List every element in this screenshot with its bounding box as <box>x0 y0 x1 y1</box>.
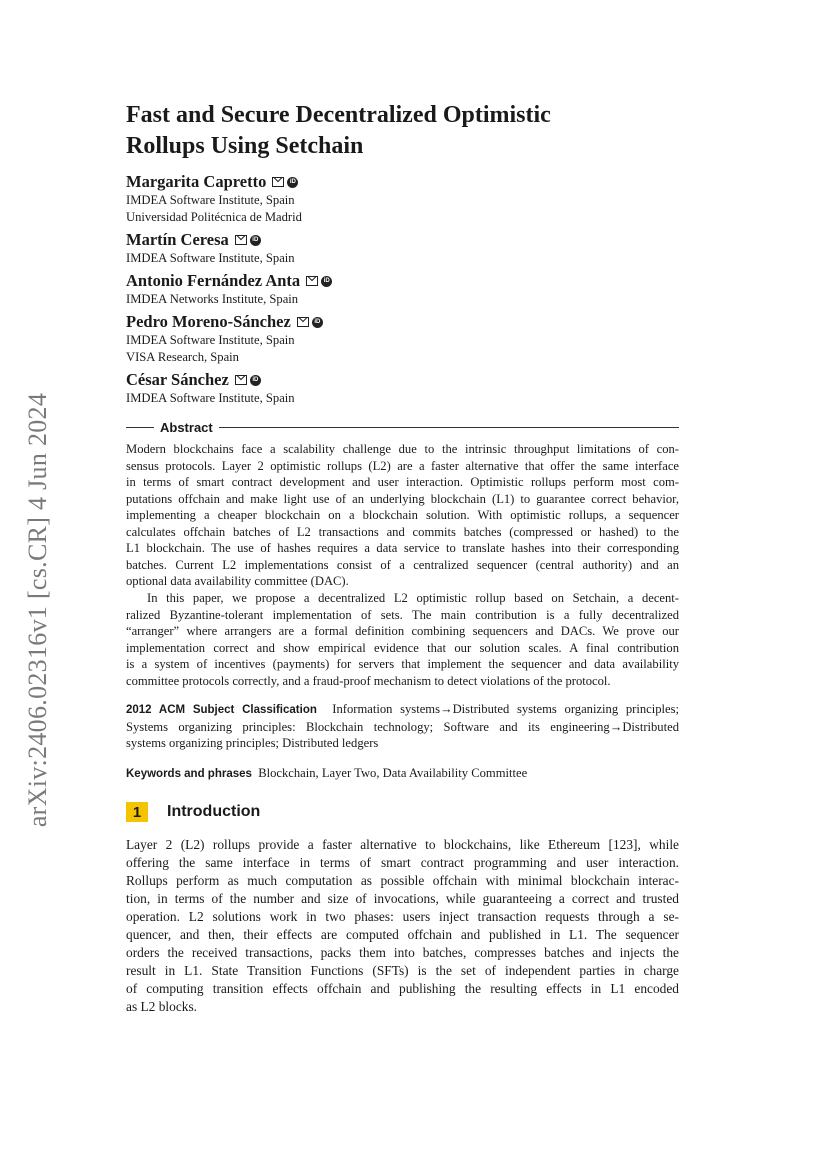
email-icon[interactable] <box>272 177 284 187</box>
abstract-line: sensus protocols. Layer 2 optimistic rollups (L2) are a faster alternative that offer the same interface <box>126 458 679 473</box>
abstract-line: ralized Byzantine-tolerant implementation of sets. The main contribution is a fully decentralized <box>126 607 679 622</box>
abstract-line: is a system of incentives (payments) for servers that implement the sequencer and data availability <box>126 657 679 671</box>
author-name: César Sánchez <box>126 370 229 389</box>
author-block <box>126 312 323 365</box>
orcid-icon[interactable]: iD <box>250 375 261 386</box>
abstract-line: calculates offchain batches of L2 transactions and commits batches (compressed or hashed) to the <box>126 524 679 539</box>
affiliation: IMDEA Software Institute, Spain <box>126 333 295 347</box>
author-block <box>126 271 332 308</box>
title-line: Fast and Secure Decentralized Optimistic <box>126 102 551 128</box>
acm-classification <box>126 701 679 752</box>
abstract-line: In this paper, we propose a decentralized L2 optimistic rollup based on Setchain, a decent- <box>147 591 679 605</box>
orcid-icon[interactable]: iD <box>312 317 323 328</box>
section-number: 1 <box>126 802 148 822</box>
introduction-paragraph <box>126 836 679 1016</box>
divider <box>126 427 154 428</box>
affiliation: Universidad Politécnica de Madrid <box>126 209 302 224</box>
title-line: Rollups Using Setchain <box>126 133 364 159</box>
orcid-icon[interactable]: iD <box>321 276 332 287</box>
email-icon[interactable] <box>235 235 247 245</box>
affiliation: IMDEA Software Institute, Spain <box>126 391 295 405</box>
body-line: of computing transition effects offchain and publishing the resulting effects in L1 encoded <box>126 981 679 996</box>
author-name: Antonio Fernández Anta <box>126 271 301 290</box>
body-line: offering the same interface in terms of smart contract programming and user interaction. <box>126 855 679 870</box>
body-line: operation. L2 solutions work in two phases: users inject transaction requests through a se- <box>126 909 679 924</box>
affiliation: IMDEA Software Institute, Spain <box>126 251 295 265</box>
acm-line: Information systems→Distributed systems organizing principles; <box>332 702 679 716</box>
author-name: Pedro Moreno-Sánchez <box>126 312 291 331</box>
body-line: as L2 blocks. <box>126 999 198 1014</box>
keywords-text: Blockchain, Layer Two, Data Availability Committee <box>258 766 528 780</box>
author-block <box>126 172 302 225</box>
acm-line: systems organizing principles; Distributed ledgers <box>126 736 379 750</box>
abstract-line: L1 blockchain. The use of hashes requires a data service to translate hashes into their corresponding <box>126 541 679 555</box>
abstract-line: putations offchain and make light use of an underlying blockchain (L1) to guarantee correct behavior, <box>126 491 679 506</box>
author-block <box>126 370 295 407</box>
body-line: result in L1. State Transition Functions (SFTs) is the set of independent parties in charge <box>126 963 679 978</box>
abstract-line: Modern blockchains face a scalability challenge due to the intrinsic throughput limitations of con- <box>126 442 679 456</box>
keywords-label: Keywords and phrases <box>126 768 252 780</box>
affiliation: VISA Research, Spain <box>126 349 239 364</box>
orcid-icon[interactable]: iD <box>287 177 298 188</box>
body-line: Layer 2 (L2) rollups provide a faster alternative to blockchains, like Ethereum [123], while <box>126 837 679 852</box>
abstract-label: Abstract <box>160 420 213 435</box>
paper-title <box>126 100 686 162</box>
body-line: quencer, and then, their effects are computed offchain and published in L1. The sequencer <box>126 927 679 942</box>
abstract-line: batches. Current L2 implementations consist of a centralized sequencer (central authority) and an <box>126 557 679 572</box>
email-icon[interactable] <box>306 276 318 286</box>
keywords <box>126 765 679 783</box>
body-line: tion, in terms of the number and size of invocations, while guaranteeing a correct and trusted <box>126 891 679 906</box>
author-name: Margarita Capretto <box>126 172 267 191</box>
abstract-line: optional data availability committee (DAC). <box>126 574 349 588</box>
body-line: Rollups perform as much computation as possible offchain with minimal blockchain interac- <box>126 873 679 888</box>
section-heading <box>126 802 260 822</box>
affiliation: IMDEA Software Institute, Spain <box>126 193 295 207</box>
author-block <box>126 230 295 267</box>
divider <box>219 427 679 428</box>
email-icon[interactable] <box>235 375 247 385</box>
abstract-heading <box>126 420 679 435</box>
orcid-icon[interactable]: iD <box>250 235 261 246</box>
email-icon[interactable] <box>297 317 309 327</box>
acm-label: 2012 ACM Subject Classification <box>126 704 317 716</box>
abstract-line: “arranger” where arrangers are a formal definition combining sequencers and DACs. We prove our <box>126 624 679 638</box>
section-title: Introduction <box>167 803 261 820</box>
abstract-line: implementing a cheaper blockchain on a blockchain solution. With optimistic rollups, a sequencer <box>126 508 679 522</box>
affiliation: IMDEA Networks Institute, Spain <box>126 292 299 306</box>
arxiv-stamp: arXiv:2406.02316v1 [cs.CR] 4 Jun 2024 <box>23 392 52 828</box>
abstract-line: in terms of smart contract development and user interaction. Optimistic rollups perform most com- <box>126 475 679 489</box>
abstract-paragraph-2 <box>126 590 679 689</box>
author-name: Martín Ceresa <box>126 230 229 249</box>
abstract-paragraph-1 <box>126 441 679 590</box>
body-line: orders the received transactions, packs them into batches, compresses batches and injects the <box>126 945 679 960</box>
abstract-line: committee protocols correctly, and a fraud-proof mechanism to detect violations of the protocol. <box>126 673 611 688</box>
abstract-line: implementation correct and show empirical evidence that our solution scales. A final contribution <box>126 640 679 655</box>
acm-line: Systems organizing principles: Blockchain technology; Software and its engineering→Distributed <box>126 719 679 734</box>
